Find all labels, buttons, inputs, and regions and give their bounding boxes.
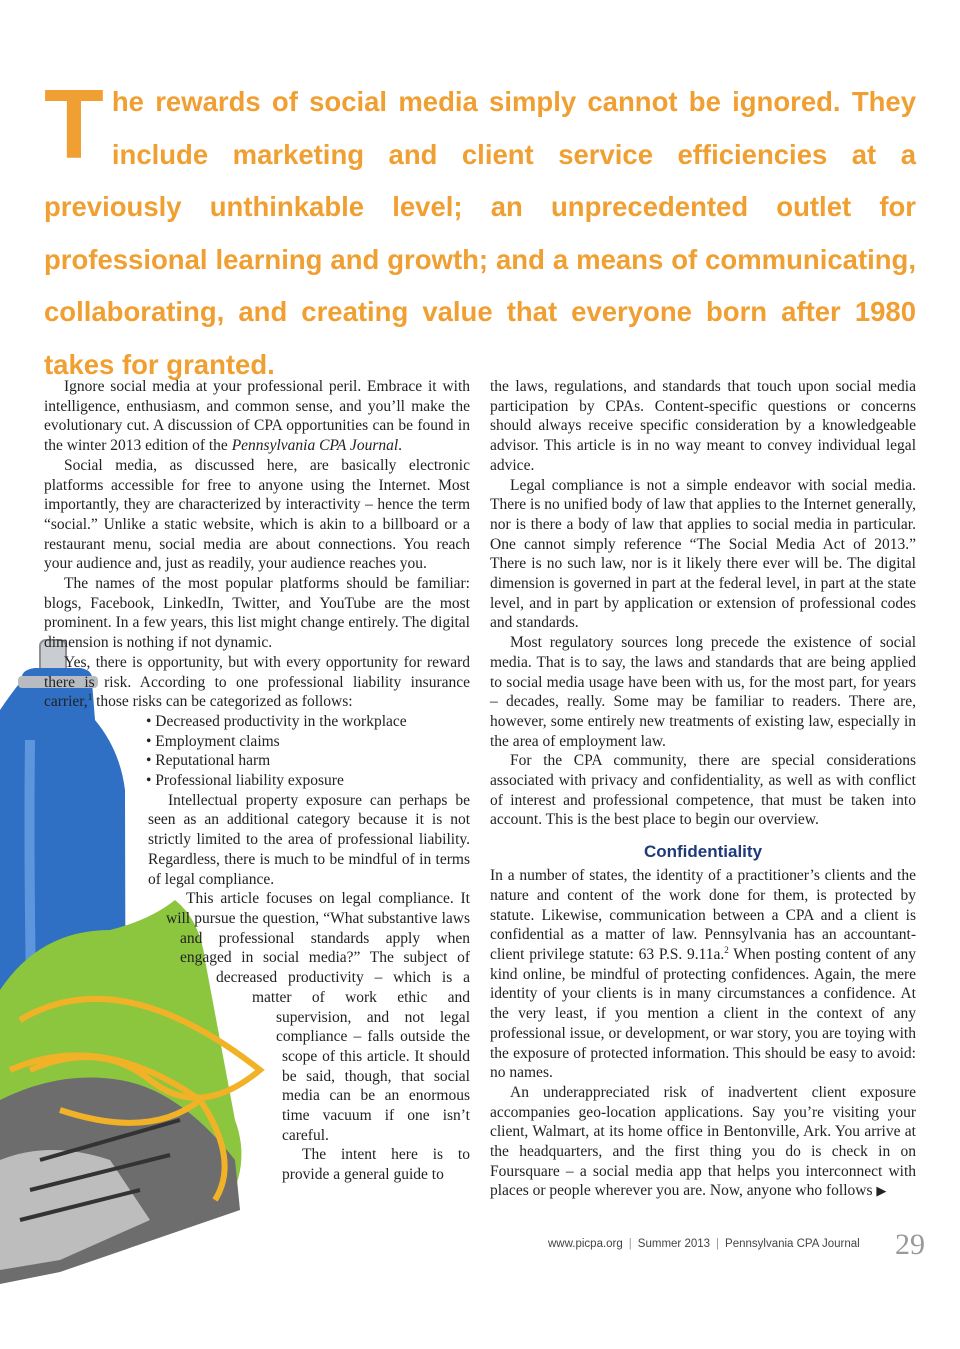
list-item: • Reputational harm bbox=[146, 752, 271, 770]
pull-quote-text: he rewards of social media simply cannot be ignored. They include marketing and client service efficiencies at a previously unthinkable level; an unprecedented outlet for professional learning and growth; and a means of communicating, collaborating, and creating value that everyone born after 1980 takes for granted. bbox=[44, 86, 916, 380]
left-column bbox=[44, 377, 470, 1349]
wrap-spacer bbox=[44, 1009, 276, 1049]
paragraph-text: Ignore social media at your professional peril. Embrace it with intelligence, enthusiasm, and common sense, and you’ll make the evolutionary cut. A discussion of CPA opportunities can be found in the winter 2013 edition of the bbox=[44, 378, 470, 455]
paragraph bbox=[44, 377, 470, 456]
right-column bbox=[490, 377, 916, 1202]
paragraph bbox=[490, 1083, 916, 1202]
risk-list bbox=[44, 712, 470, 791]
text-wrap-region bbox=[44, 791, 470, 1185]
journal-title: Pennsylvania CPA Journal bbox=[231, 437, 399, 455]
paragraph: Most regulatory sources long precede the existence of social media. That is to say, the laws and standards that are being applied to social media usage have been with us, for the most part, for years – decades, really. Some may be familiar to readers. There are, however, some entirely new treatments of existing law, especially in the area of employment law. bbox=[490, 634, 916, 750]
paragraph-text: Yes, there is opportunity, but with every opportunity for reward there is risk. According to one professional liability insurance carrier, bbox=[44, 653, 470, 711]
page-footer bbox=[548, 1238, 860, 1250]
paragraph-text: those risks can be categorized as follows: bbox=[92, 693, 353, 711]
list-item: • Employment claims bbox=[146, 732, 280, 750]
pull-quote bbox=[44, 69, 916, 391]
section-heading: Confidentiality bbox=[643, 842, 763, 862]
paragraph-text: . bbox=[398, 437, 403, 455]
page-number: 29 bbox=[895, 1228, 925, 1261]
footer-separator: | bbox=[628, 1238, 632, 1250]
footnote-ref: 2 bbox=[724, 944, 729, 955]
footnote-ref: 1 bbox=[87, 692, 93, 703]
paragraph-text: An underappreciated risk of inadvertent client exposure accompanies geo-location applications. Say you’re visiting your client, Walmart, at its home office in Bentonville, Ark. You arrive at the headquarters, and the first thing you do is check in on Foursquare – a social media app that helps you interconnect with places or people wherever you are. Now, anyone who follows bbox=[490, 1083, 916, 1200]
paragraph: The intent here is to provide a general guide to bbox=[282, 1146, 470, 1184]
paragraph: the laws, regulations, and standards that touch upon social media participation by CPAs. Content-specific questions or concerns should always receive specific consideration by a knowledgeable advisor. This article is in no way meant to convey individual legal advice. bbox=[490, 378, 916, 474]
paragraph: For the CPA community, there are special considerations associated with privacy and confidentiality, as well as with conflict of interest and professional competence, that must be taken into account. This is the best place to begin our overview. bbox=[490, 752, 916, 829]
continue-arrow-icon: ▶ bbox=[876, 1184, 887, 1200]
wrap-spacer bbox=[44, 791, 148, 890]
list-item: • Professional liability exposure bbox=[146, 772, 344, 790]
paragraph: This article focuses on legal compliance. It will pursue the question, “What substantive laws and professional standards apply when engaged in social media?” The subject of decreased productivity – which is a matter of work ethic and supervision, and not legal compliance – falls outside the scope of this article. It should be said, though, that social media can be an enormous time vacuum if one isn’t careful. bbox=[166, 890, 470, 1144]
paragraph-text: In a number of states, the identity of a practitioner’s clients and the nature and content of the work done for them, is protected by statute. Likewise, communication between a CPA and a client is confidential as a matter of law. Pennsylvania has an accountant-client privilege statute: 63 P.S. 9.11a. bbox=[490, 867, 916, 963]
paragraph bbox=[44, 653, 470, 712]
wrap-spacer bbox=[44, 890, 166, 929]
wrap-spacer bbox=[44, 1049, 282, 1269]
footer-separator: | bbox=[716, 1238, 720, 1250]
wrap-spacer bbox=[44, 989, 252, 1009]
wrap-spacer bbox=[44, 969, 216, 989]
footer-issue: Summer 2013 bbox=[637, 1238, 711, 1250]
paragraph bbox=[490, 866, 916, 1083]
list-item: • Decreased productivity in the workplace bbox=[146, 712, 407, 730]
paragraph: Social media, as discussed here, are basically electronic platforms accessible for free to anyone using the Internet. Most importantly, they are characterized by interactivity – hence the term “social.” Unlike a static website, which is akin to a billboard or a restaurant menu, social media are about connections. You reach your audience and, just as readily, your audience reaches you. bbox=[44, 456, 470, 573]
drop-cap: T bbox=[44, 69, 104, 179]
wrap-spacer bbox=[44, 929, 180, 969]
paragraph: Legal compliance is not a simple endeavor with social media. There is no unified body of law that applies to the Internet generally, nor is there a body of law that applies to social media in particular. One cannot simply reference “The Social Media Act of 2013.” There is no such law, nor is it likely there ever will be. The digital dimension is governed in part at the federal level, in part at the state level, and in part by application or extension of professional codes and standards. bbox=[490, 476, 916, 632]
paragraph-text: When posting content of any kind online, be mindful of protecting confidences. Again, the mere identity of your clients is in many circumstances a confidence. At the very least, if you mention a client in the context of any professional issue, or development, or war story, you are toying with the exposure of protected information. This should be easy to avoid: no names. bbox=[490, 945, 916, 1082]
wrap-spacer bbox=[44, 1269, 290, 1349]
paragraph: The names of the most popular platforms should be familiar: blogs, Facebook, LinkedIn, Twitter, and YouTube are the most prominent. In a few years, this list might change entirely. The digital dimension is nothing if not dynamic. bbox=[44, 575, 470, 652]
footer-journal: Pennsylvania CPA Journal bbox=[725, 1238, 860, 1250]
paragraph: Intellectual property exposure can perhaps be seen as an additional category because it is not strictly limited to the area of professional liability. Regardless, there is much to be mindful of in terms of legal compliance. bbox=[148, 791, 470, 888]
footer-website: www.picpa.org bbox=[548, 1238, 623, 1250]
